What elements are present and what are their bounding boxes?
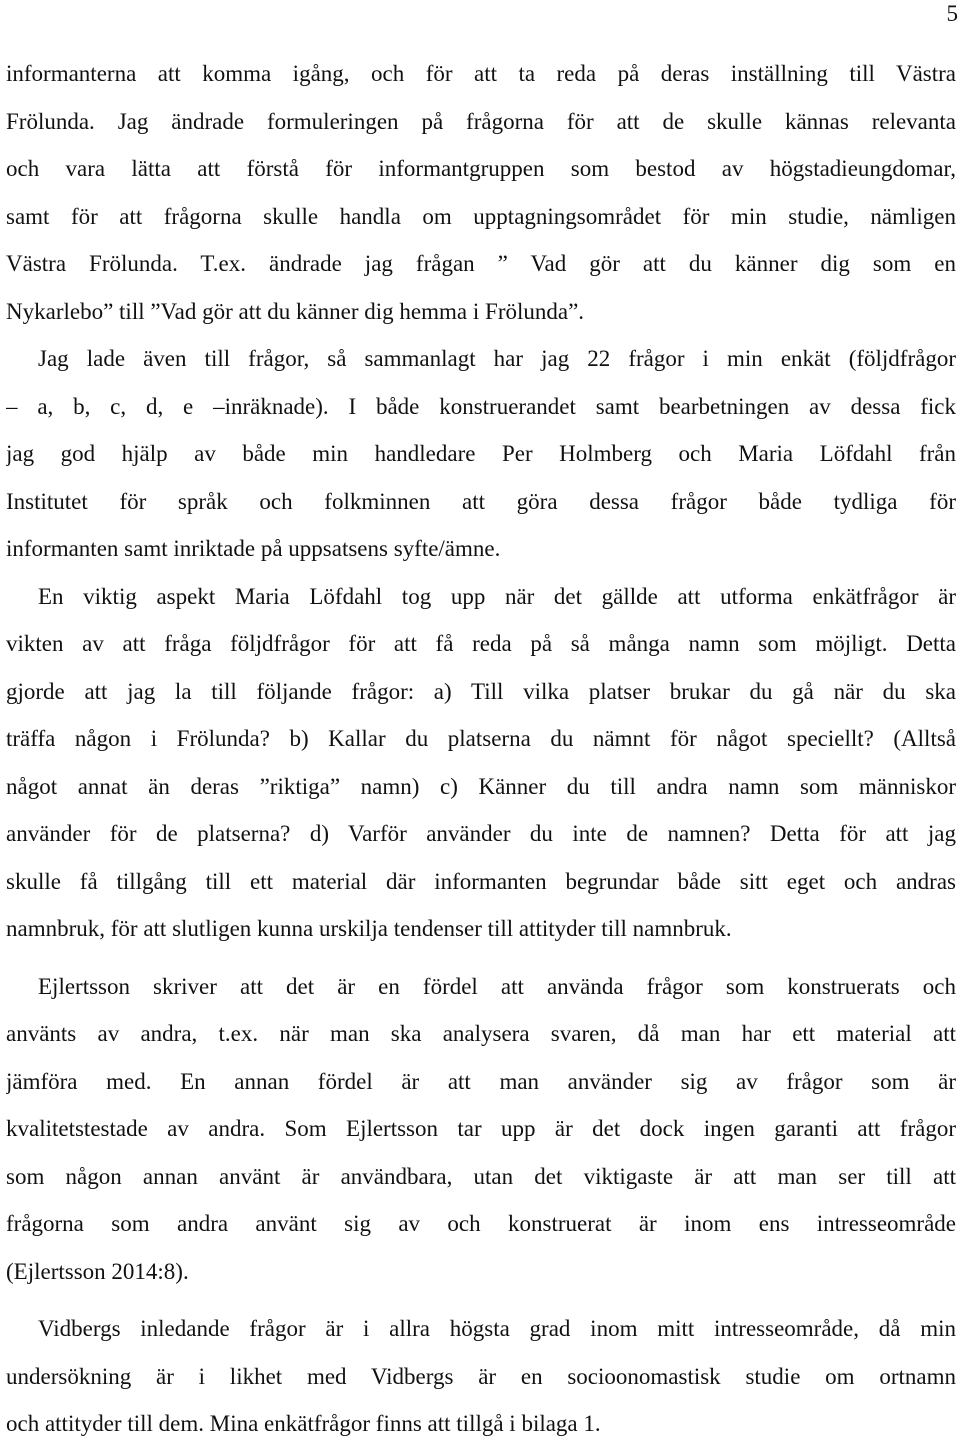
text-line: – a, b, c, d, e –inräknade). I både konstruerandet samt bearbetningen av dessa fick: [6, 393, 956, 419]
text-line: jämföra med. En annan fördel är att man använder sig av frågor som är: [6, 1068, 956, 1094]
text-line: skulle få tillgång till ett material där informanten begrundar både sitt eget och andras: [6, 868, 956, 894]
paragraph: [6, 573, 956, 953]
text-line: samt för att frågorna skulle handla om upptagningsområdet för min studie, nämligen: [6, 203, 956, 229]
text-line: Institutet för språk och folkminnen att göra dessa frågor både tydliga för: [6, 488, 956, 514]
text-line: som någon annan använt är användbara, utan det viktigaste är att man ser till att: [6, 1163, 956, 1189]
text-line: Vidbergs inledande frågor är i allra högsta grad inom mitt intresseområde, då min: [38, 1316, 956, 1341]
text-line: och vara lätta att förstå för informantgruppen som bestod av högstadieungdomar,: [6, 156, 956, 181]
text-line: (Ejlertsson 2014:8).: [6, 1258, 189, 1284]
text-line: informanterna att komma igång, och för att ta reda på deras inställning till Västra: [6, 61, 956, 86]
text-line: något annat än deras ”riktiga” namn) c) Känner du till andra namn som människor: [6, 773, 956, 799]
text-line: Jag lade även till frågor, så sammanlagt har jag 22 frågor i min enkät (följdfrågor: [38, 346, 956, 371]
text-line: Nykarlebo” till ”Vad gör att du känner dig hemma i Frölunda”.: [6, 298, 585, 324]
text-line: frågorna som andra använt sig av och konstruerat är inom ens intresseområde: [6, 1211, 956, 1236]
text-line: Frölunda. Jag ändrade formuleringen på frågorna för att de skulle kännas relevanta: [6, 108, 956, 134]
text-line: namnbruk, för att slutligen kunna urskilja tendenser till attityder till namnbruk.: [6, 916, 732, 941]
text-line: vikten av att fråga följdfrågor för att få reda på så många namn som möjligt. Detta: [6, 631, 956, 656]
text-line: gjorde att jag la till följande frågor: a) Till vilka platser brukar du gå när du ska: [6, 678, 956, 704]
text-line: använts av andra, t.ex. när man ska analysera svaren, då man har ett material att: [6, 1021, 956, 1046]
text-line: och attityder till dem. Mina enkätfrågor finns att tillgå i bilaga 1.: [6, 1411, 601, 1436]
paragraph: [6, 335, 956, 573]
document-body: [6, 50, 956, 1448]
text-line: Ejlertsson skriver att det är en fördel att använda frågor som konstruerats och: [38, 973, 956, 999]
text-line: En viktig aspekt Maria Löfdahl tog upp när det gällde att utforma enkätfrågor är: [38, 583, 956, 609]
page-number: 5: [946, 1, 958, 26]
text-line: jag god hjälp av både min handledare Per Holmberg och Maria Löfdahl från: [6, 441, 956, 466]
text-line: undersökning är i likhet med Vidbergs är en socioonomastisk studie om ortnamn: [6, 1363, 956, 1389]
text-line: informanten samt inriktade på uppsatsens syfte/ämne.: [6, 536, 501, 561]
text-line: Västra Frölunda. T.ex. ändrade jag frågan ” Vad gör att du känner dig som en: [6, 251, 956, 276]
paragraph: [6, 963, 956, 1296]
paragraph: [6, 50, 956, 335]
text-line: använder för de platserna? d) Varför använder du inte de namnen? Detta för att jag: [6, 821, 956, 846]
text-line: kvalitetstestade av andra. Som Ejlertsson tar upp är det dock ingen garanti att frågor: [6, 1116, 956, 1141]
text-line: träffa någon i Frölunda? b) Kallar du platserna du nämnt för något speciellt? (Alltså: [6, 726, 956, 751]
paragraph: [6, 1305, 956, 1448]
